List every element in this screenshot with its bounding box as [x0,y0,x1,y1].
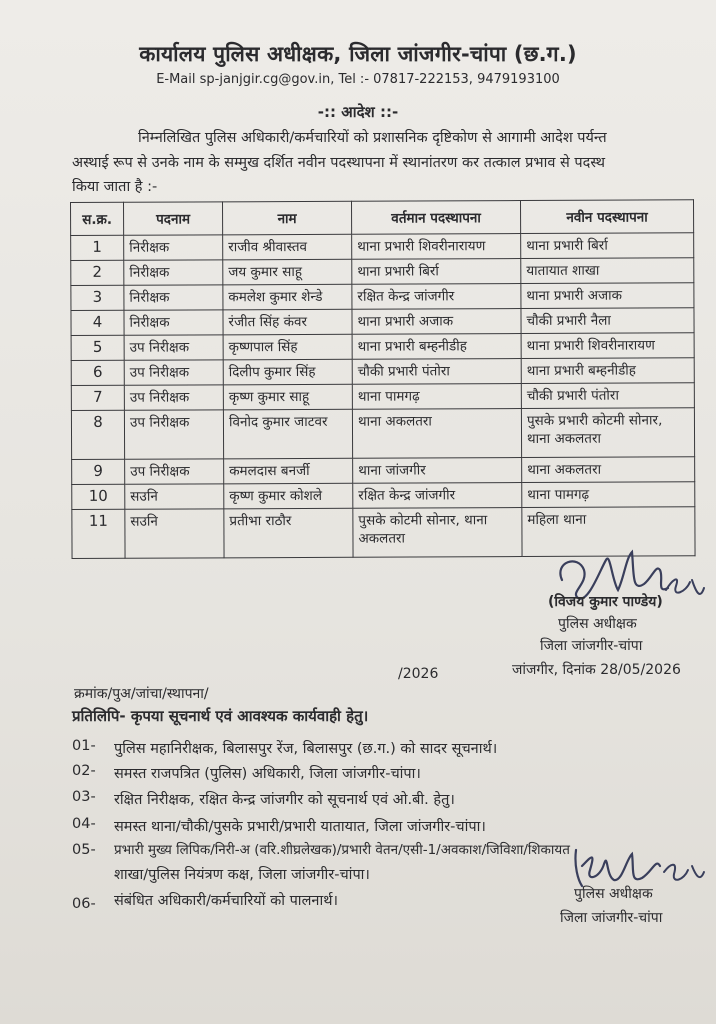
signatory-designation: पुलिस अधीक्षक [558,616,637,632]
header-current-posting: वर्तमान पदस्थापना [351,201,520,235]
table-row [71,383,694,411]
header-post: पदनाम [124,202,223,235]
signatory-district-2: जिला जांजगीर-चांपा [560,910,663,926]
table-row [71,258,694,286]
cell-new: थाना प्रभारी अजाक [521,283,694,309]
table-row [71,408,694,460]
intro-line-3: किया जाता है :- [72,179,158,195]
cell-serial: 6 [71,360,124,385]
office-title: कार्यालय पुलिस अधीक्षक, जिला जांजगीर-चांपा (छ.ग.) [139,42,577,66]
cell-serial: 8 [71,410,124,459]
cell-post: उप निरीक्षक [124,385,223,410]
transfer-table [70,199,696,559]
cell-post: निरीक्षक [124,285,223,310]
reference-number: क्रमांक/पुअ/जांचा/स्थापना/ [74,686,209,702]
copy-item-number: 03- [72,789,96,805]
cell-new: चौकी प्रभारी पंतोरा [521,383,694,409]
signatory-designation-2: पुलिस अधीक्षक [574,886,653,902]
cell-current: थाना अकलतरा [352,409,521,459]
cell-serial: 7 [71,385,124,410]
copy-item-text: समस्त राजपत्रित (पुलिस) अधिकारी, जिला जांजगीर-चांपा। [114,766,421,782]
cell-serial: 2 [71,260,124,285]
cell-name: कमलेश कुमार शेन्डे [223,284,352,310]
table-row [72,482,695,510]
cell-post: निरीक्षक [124,260,223,285]
table-row [71,308,694,336]
cell-post: निरीक्षक [124,235,223,260]
cell-current: थाना प्रभारी बम्हनीडीह [352,334,521,360]
cell-post: उप निरीक्षक [124,335,223,360]
copy-item-text: रक्षित निरीक्षक, रक्षित केन्द्र जांजगीर को सूचनार्थ एवं ओ.बी. हेतु। [114,792,455,808]
table-row [72,457,695,485]
cell-name: कृष्णपाल सिंह [223,334,352,360]
cell-post: सउनि [125,484,224,509]
cell-post: उप निरीक्षक [124,360,223,385]
cell-serial: 3 [71,285,124,310]
cell-serial: 5 [71,335,124,360]
copy-item-text: समस्त थाना/चौकी/पुसके प्रभारी/प्रभारी यातायात, जिला जांजगीर-चांपा। [114,819,486,835]
cell-post: उप निरीक्षक [125,459,224,484]
cell-name: कृष्ण कुमार साहू [223,384,352,410]
cell-new: महिला थाना [522,507,695,557]
cell-new: थाना प्रभारी शिवरीनारायण [521,333,694,359]
table-row [71,358,694,386]
cell-post: सउनि [125,509,224,558]
cell-current: थाना पामगढ़ [352,384,521,410]
cell-serial: 10 [72,484,125,509]
signatory-district: जिला जांजगीर-चांपा [540,638,643,654]
cell-current: रक्षित केन्द्र जांजगीर [353,483,522,509]
order-heading: -:: आदेश ::- [317,103,399,121]
cell-name: रंजीत सिंह कंवर [223,309,352,335]
copy-item-number: 02- [72,763,96,779]
cell-post: उप निरीक्षक [124,410,223,459]
cell-new: थाना पामगढ़ [522,482,695,508]
table-row [71,233,694,261]
table-row [71,283,694,311]
cell-new: थाना प्रभारी बिर्रा [521,233,694,259]
cell-new: यातायात शाखा [521,258,694,284]
cell-name: कृष्ण कुमार कोशले [224,483,353,509]
copy-item-text: संबंधित अधिकारी/कर्मचारियों को पालनार्थ। [114,893,338,909]
cell-current: थाना जांजगीर [353,458,522,484]
header-name: नाम [223,201,352,235]
copy-item-number: 04- [72,816,96,832]
intro-line-2: अस्थाई रूप से उनके नाम के सम्मुख दर्शित नवीन पदस्थापना में स्थानांतरण कर तत्काल प्रभाव से पदस्थ [72,155,605,171]
cell-post: निरीक्षक [124,310,223,335]
cell-current: थाना प्रभारी शिवरीनारायण [352,234,521,260]
cell-new: थाना अकलतरा [522,457,695,483]
cell-serial: 4 [71,310,124,335]
cell-name: राजीव श्रीवास्तव [223,234,352,260]
signatory-name: (विजय कुमार पाण्डेय) [548,594,663,610]
copy-item-text: प्रभारी मुख्य लिपिक/निरी-अ (वरि.शीघ्रलेखक)/प्रभारी वेतन/एसी-1/अवकाश/जिविशा/शिकायत [114,842,570,858]
cell-new: थाना प्रभारी बम्हनीडीह [521,358,694,384]
copy-item-number: 05- [72,842,96,858]
cell-name: प्रतीभा राठौर [224,508,353,558]
reference-year: /2026 [398,666,439,682]
copy-item-text-continued: शाखा/पुलिस नियंत्रण कक्ष, जिला जांजगीर-चांपा। [114,867,370,883]
copy-item-number: 01- [72,738,96,754]
place-date: जांजगीर, दिनांक 28/05/2026 [512,662,681,678]
table-row [71,333,694,361]
cell-name: कमलदास बनर्जी [224,458,353,484]
cell-current: थाना प्रभारी अजाक [352,309,521,335]
cell-name: जय कुमार साहू [223,259,352,285]
copy-to-heading: प्रतिलिपि- कृपया सूचनार्थ एवं आवश्यक कार्यवाही हेतु। [72,707,369,725]
cell-serial: 11 [72,509,125,558]
copy-item-number: 06- [72,896,96,912]
cell-current: चौकी प्रभारी पंतोरा [352,359,521,385]
cell-current: थाना प्रभारी बिर्रा [352,259,521,285]
header-new-posting: नवीन पदस्थापना [520,200,693,234]
intro-line-1: निम्नलिखित पुलिस अधिकारी/कर्मचारियों को प्रशासनिक दृष्टिकोण से आगामी आदेश पर्यन्त [138,130,607,146]
cell-name: दिलीप कुमार सिंह [223,359,352,385]
cell-serial: 9 [72,459,125,484]
cell-current: रक्षित केन्द्र जांजगीर [352,284,521,310]
cell-serial: 1 [71,235,124,260]
contact-line: E-Mail sp-janjgir.cg@gov.in, Tel :- 07817-222153, 9479193100 [156,72,560,87]
table-header-row [71,200,694,236]
copy-item-text: पुलिस महानिरीक्षक, बिलासपुर रेंज, बिलासपुर (छ.ग.) को सादर सूचनार्थ। [114,741,498,757]
cell-new: चौकी प्रभारी नैला [521,308,694,334]
cell-current: पुसके कोटमी सोनार, थाना अकलतरा [353,508,522,558]
cell-new: पुसके प्रभारी कोटमी सोनार, थाना अकलतरा [521,408,694,458]
cell-name: विनोद कुमार जाटवर [223,409,352,459]
header-serial: स.क्र. [71,202,124,235]
